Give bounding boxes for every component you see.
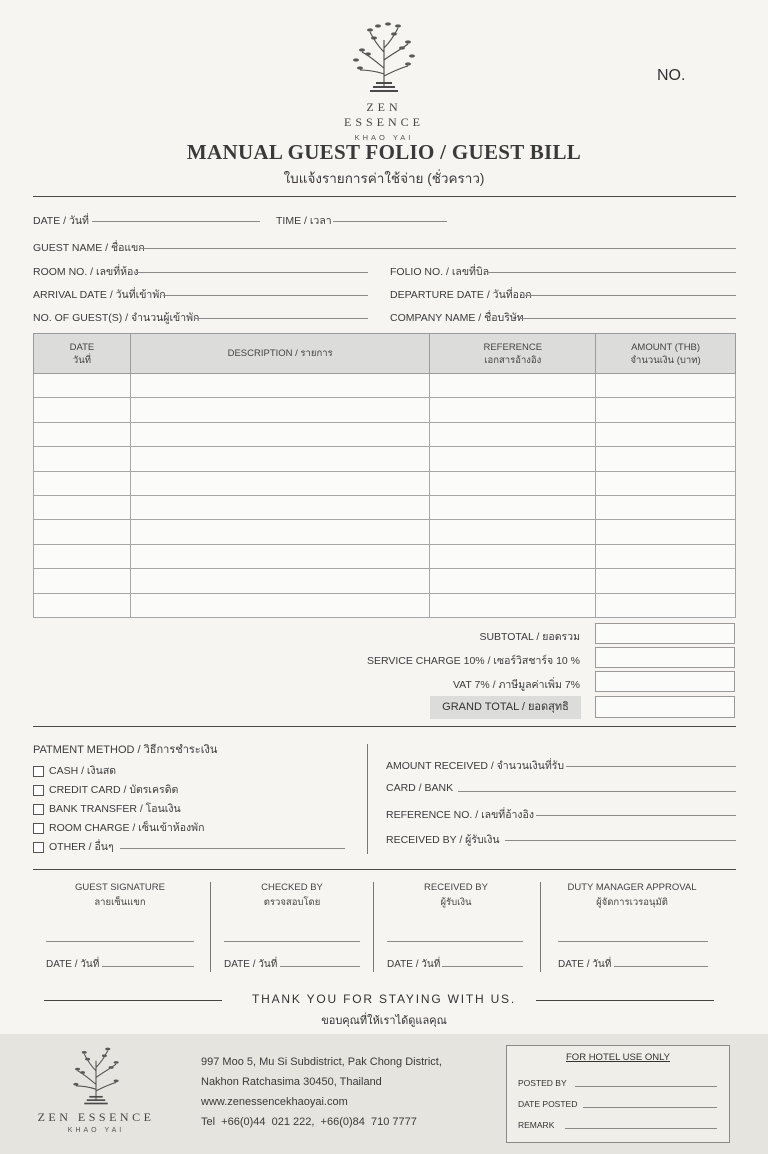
date-cell[interactable]: [34, 520, 131, 544]
description-cell[interactable]: [130, 495, 430, 519]
footer-website[interactable]: www.zenessencekhaoyai.com: [201, 1096, 348, 1108]
description-cell[interactable]: [130, 593, 430, 617]
reference-cell[interactable]: [430, 447, 596, 471]
time-field[interactable]: [333, 221, 447, 222]
divider-payment: [33, 726, 736, 727]
amount-cell[interactable]: [596, 520, 736, 544]
date-cell[interactable]: [34, 398, 131, 422]
description-cell[interactable]: [130, 374, 430, 398]
amount-cell[interactable]: [596, 569, 736, 593]
date-cell[interactable]: [34, 569, 131, 593]
col-date-header: DATE วันที่: [34, 334, 131, 374]
sig-checked-date-label: DATE / วันที่: [224, 959, 278, 970]
arrival-date-label: ARRIVAL DATE / วันที่เข้าพัก: [33, 289, 166, 301]
amount-cell[interactable]: [596, 374, 736, 398]
table-row: [34, 422, 736, 446]
amount-cell[interactable]: [596, 593, 736, 617]
col-amount-header: AMOUNT (THB) จำนวนเงิน (บาท): [596, 334, 736, 374]
col-reference-header: REFERENCE เอกสารอ้างอิง: [430, 334, 596, 374]
remark-label: REMARK: [518, 1120, 555, 1130]
sig-divider-2: [373, 882, 374, 972]
sig-guest-line[interactable]: [46, 941, 194, 942]
subtotal-label: SUBTOTAL / ยอดรวม: [479, 631, 580, 643]
card-bank-label: CARD / BANK: [386, 782, 454, 794]
service-charge-label: SERVICE CHARGE 10% / เซอร์วิสชาร์จ 10 %: [366, 655, 580, 667]
amount-cell[interactable]: [596, 495, 736, 519]
vat-box[interactable]: [595, 671, 735, 692]
reference-cell[interactable]: [430, 422, 596, 446]
footer-logo: [32, 1044, 160, 1134]
footer-address-1: 997 Moo 5, Mu Si Subdistrict, Pak Chong District,: [201, 1056, 442, 1068]
sig-divider-3: [540, 882, 541, 972]
arrival-date-field[interactable]: [163, 295, 368, 296]
sig-checked-date-field[interactable]: [280, 966, 360, 967]
footer-brand-sub: KHAO YAI: [67, 1127, 125, 1134]
payment-option-cash[interactable]: CASH / เงินสด: [33, 762, 116, 779]
sig-manager-line[interactable]: [558, 941, 708, 942]
page-subtitle-th: ใบแจ้งรายการค่าใช้จ่าย (ชั่วคราว): [283, 171, 485, 186]
sig-manager-date-field[interactable]: [614, 966, 708, 967]
table-row: [34, 520, 736, 544]
date-cell[interactable]: [34, 593, 131, 617]
service-charge-box[interactable]: [595, 647, 735, 668]
checkbox-icon[interactable]: [33, 823, 44, 834]
remark-field[interactable]: [565, 1128, 717, 1129]
amount-cell[interactable]: [596, 422, 736, 446]
grand-total-label: GRAND TOTAL / ยอดสุทธิ: [430, 696, 581, 719]
amount-cell[interactable]: [596, 471, 736, 495]
date-cell[interactable]: [34, 374, 131, 398]
sig-manager: DUTY MANAGER APPROVAL ผู้จัดการเวรอนุมัติ: [567, 882, 697, 908]
departure-date-label: DEPARTURE DATE / วันที่ออก: [390, 289, 532, 301]
reference-cell[interactable]: [430, 374, 596, 398]
reference-cell[interactable]: [430, 569, 596, 593]
sig-guest: GUEST SIGNATURE ลายเซ็นแขก: [75, 882, 165, 908]
items-table: [33, 333, 736, 618]
amount-cell[interactable]: [596, 398, 736, 422]
checkbox-icon[interactable]: [33, 785, 44, 796]
sig-divider-1: [210, 882, 211, 972]
description-cell[interactable]: [130, 569, 430, 593]
description-cell[interactable]: [130, 520, 430, 544]
date-cell[interactable]: [34, 495, 131, 519]
time-label: TIME / เวลา: [276, 215, 332, 227]
date-cell[interactable]: [34, 544, 131, 568]
footer-address-2: Nakhon Ratchasima 30450, Thailand: [201, 1076, 382, 1088]
folio-no-label: FOLIO NO. / เลขที่บิล: [390, 266, 490, 278]
date-field[interactable]: [92, 221, 260, 222]
table-row: [34, 447, 736, 471]
table-row: [34, 569, 736, 593]
payment-option-credit-card[interactable]: CREDIT CARD / บัตรเครดิต: [33, 781, 178, 798]
room-no-field[interactable]: [136, 272, 368, 273]
tree-logo-icon: [64, 1044, 128, 1106]
sig-received-line[interactable]: [387, 941, 523, 942]
checkbox-icon[interactable]: [33, 766, 44, 777]
reference-no-label: REFERENCE NO. / เลขที่อ้างอิง: [386, 809, 534, 821]
sig-received-date-label: DATE / วันที่: [387, 959, 441, 970]
thanks-en: THANK YOU FOR STAYING WITH US.: [251, 992, 516, 1006]
folio-no-field[interactable]: [487, 272, 736, 273]
payment-divider: [367, 744, 368, 854]
tree-logo-icon: [348, 20, 420, 94]
table-row: [34, 593, 736, 617]
payment-option-bank-transfer[interactable]: BANK TRANSFER / โอนเงิน: [33, 800, 181, 817]
description-cell[interactable]: [130, 398, 430, 422]
company-label: COMPANY NAME / ชื่อบริษัท: [390, 312, 524, 324]
col-description-header: DESCRIPTION / รายการ: [130, 334, 430, 374]
table-row: [34, 544, 736, 568]
guests-field[interactable]: [194, 318, 368, 319]
brand-sub: KHAO YAI: [354, 133, 414, 142]
payment-method-title: PATMENT METHOD / วิธีการชำระเงิน: [33, 744, 218, 756]
grand-total-box[interactable]: [595, 696, 735, 718]
description-cell[interactable]: [130, 447, 430, 471]
table-row: [34, 495, 736, 519]
card-bank-field[interactable]: [458, 791, 736, 792]
sig-received-by: RECEIVED BY ผู้รับเงิน: [424, 882, 488, 908]
amount-cell[interactable]: [596, 544, 736, 568]
date-posted-field[interactable]: [583, 1107, 717, 1108]
sig-manager-date-label: DATE / วันที่: [558, 959, 612, 970]
sig-received-date-field[interactable]: [442, 966, 523, 967]
date-label: DATE / วันที่: [33, 215, 89, 227]
received-by-field[interactable]: [505, 840, 736, 841]
vat-label: VAT 7% / ภาษีมูลค่าเพิ่ม 7%: [452, 679, 580, 691]
doc-number-label: NO.: [657, 67, 686, 84]
guest-name-field[interactable]: [140, 248, 736, 249]
description-cell[interactable]: [130, 471, 430, 495]
divider-signatures: [33, 869, 736, 870]
posted-by-field[interactable]: [575, 1086, 717, 1087]
received-by-label: RECEIVED BY / ผู้รับเงิน: [386, 834, 500, 846]
divider-top: [33, 196, 736, 197]
amount-cell[interactable]: [596, 447, 736, 471]
subtotal-box[interactable]: [595, 623, 735, 644]
departure-date-field[interactable]: [525, 295, 736, 296]
sig-guest-date-field[interactable]: [102, 966, 194, 967]
guests-label: NO. OF GUEST(S) / จำนวนผู้เข้าพัก: [33, 312, 200, 324]
description-cell[interactable]: [130, 422, 430, 446]
page-title: MANUAL GUEST FOLIO / GUEST BILL: [186, 140, 582, 164]
description-cell[interactable]: [130, 544, 430, 568]
footer-brand-name: ZEN ESSENCE: [37, 1110, 155, 1124]
sig-guest-date-label: DATE / วันที่: [46, 959, 100, 970]
room-no-label: ROOM NO. / เลขที่ห้อง: [33, 266, 139, 278]
footer-tel: Tel +66(0)44 021 222, +66(0)84 710 7777: [201, 1116, 417, 1128]
company-field[interactable]: [521, 318, 736, 319]
reference-cell[interactable]: [430, 520, 596, 544]
reference-cell[interactable]: [430, 398, 596, 422]
reference-no-field[interactable]: [536, 815, 736, 816]
table-row: [34, 374, 736, 398]
sig-checked-by: CHECKED BY ตรวจสอบโดย: [261, 882, 323, 908]
checkbox-icon[interactable]: [33, 842, 44, 853]
checkbox-icon[interactable]: [33, 804, 44, 815]
guest-name-label: GUEST NAME / ชื่อแขก: [33, 242, 145, 254]
posted-by-label: POSTED BY: [518, 1078, 567, 1088]
date-cell[interactable]: [34, 447, 131, 471]
date-cell[interactable]: [34, 422, 131, 446]
hotel-use-box: [506, 1045, 730, 1143]
thanks-th: ขอบคุณที่ให้เราได้ดูแลคุณ: [321, 1015, 447, 1027]
brand-name: ZEN ESSENCE: [343, 100, 424, 129]
reference-cell[interactable]: [430, 471, 596, 495]
date-cell[interactable]: [34, 471, 131, 495]
table-row: [34, 471, 736, 495]
amount-received-label: AMOUNT RECEIVED / จำนวนเงินที่รับ: [386, 760, 565, 772]
other-field[interactable]: [120, 848, 345, 849]
amount-received-field[interactable]: [566, 766, 736, 767]
payment-option-other[interactable]: OTHER / อื่นๆ: [33, 838, 114, 855]
hotel-use-title: FOR HOTEL USE ONLY: [566, 1052, 670, 1063]
reference-cell[interactable]: [430, 495, 596, 519]
reference-cell[interactable]: [430, 593, 596, 617]
date-posted-label: DATE POSTED: [518, 1099, 578, 1109]
payment-option-room-charge[interactable]: ROOM CHARGE / เซ็นเข้าห้องพัก: [33, 819, 204, 836]
table-row: [34, 398, 736, 422]
reference-cell[interactable]: [430, 544, 596, 568]
brand-logo: [330, 20, 438, 142]
sig-checked-line[interactable]: [224, 941, 360, 942]
